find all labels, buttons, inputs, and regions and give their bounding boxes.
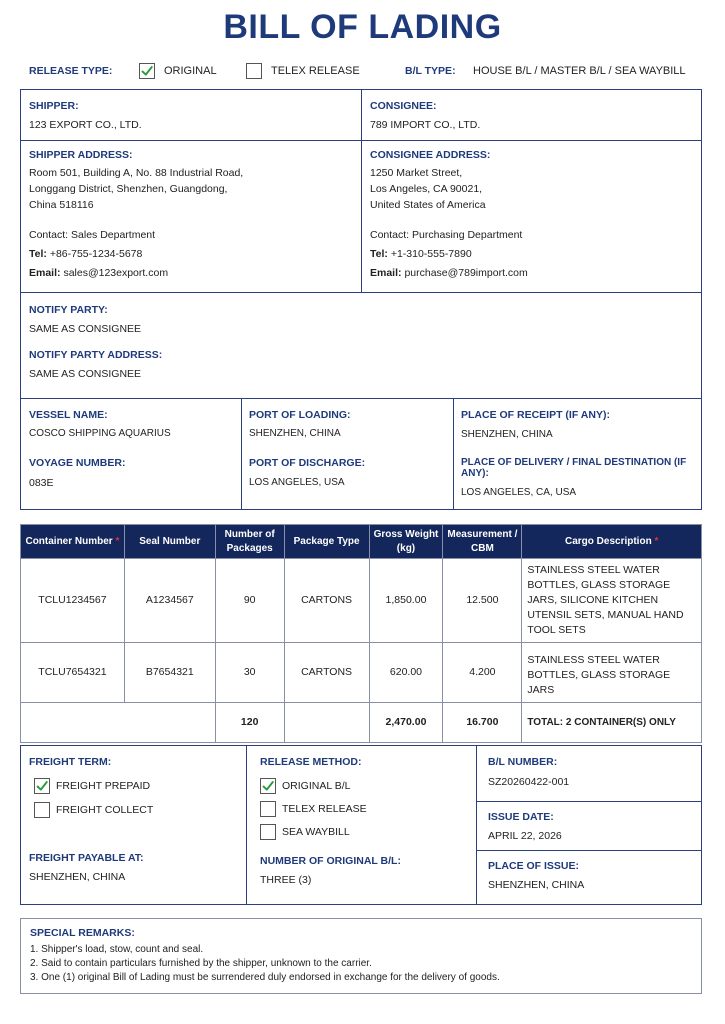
consignee-name: 789 IMPORT CO., LTD. [370, 119, 481, 131]
check-icon [140, 64, 154, 78]
table-row: TCLU7654321 B7654321 30 CARTONS 620.00 4.200 STAINLESS STEEL WATER BOTTLES, GLASS STORAGE JARS [21, 643, 702, 703]
remarks-list [30, 943, 695, 985]
total-text: TOTAL: 2 CONTAINER(S) ONLY [522, 703, 702, 743]
table-row: TCLU1234567 A1234567 90 CARTONS 1,850.00 12.500 STAINLESS STEEL WATER BOTTLES, GLASS STORAGE JARS, SILICONE KITCHEN UTENSIL SETS, MANUAL HAND TOOL SETS [21, 559, 702, 643]
telex-release-checkbox[interactable] [246, 63, 262, 79]
consignee-address: 1250 Market Street, Los Angeles, CA 90021, United States of America [370, 167, 486, 211]
place-of-issue-label: PLACE OF ISSUE: [488, 860, 580, 872]
voyage-number-label: VOYAGE NUMBER: [29, 457, 126, 469]
cargo-header-row [21, 525, 702, 559]
check-icon [261, 779, 275, 793]
bl-number-label: B/L NUMBER: [488, 756, 558, 768]
place-of-receipt: SHENZHEN, CHINA [461, 429, 553, 440]
consignee-address-label: CONSIGNEE ADDRESS: [370, 149, 491, 161]
bl-type-label: B/L TYPE: [405, 65, 456, 77]
col-package-type: Package Type [284, 525, 369, 559]
bl-number-value: SZ20260422-001 [488, 776, 570, 788]
col-seal-number: Seal Number [124, 525, 215, 559]
consignee-contact: Contact: Purchasing Department [370, 229, 523, 241]
total-weight: 2,470.00 [369, 703, 443, 743]
consignee-email: Email: purchase@789import.com [370, 267, 528, 279]
telex-release-option: TELEX RELEASE [260, 801, 470, 817]
notify-party-label: NOTIFY PARTY: [29, 304, 108, 316]
freight-payable-value: SHENZHEN, CHINA [29, 871, 126, 883]
notify-party-address-value: SAME AS CONSIGNEE [29, 368, 142, 380]
shipper-label: SHIPPER: [29, 100, 79, 112]
place-of-issue-value: SHENZHEN, CHINA [488, 879, 585, 891]
col-gross-weight: Gross Weight (kg) [369, 525, 443, 559]
freight-prepaid-checkbox[interactable] [34, 778, 50, 794]
col-cargo-description: Cargo Description * [522, 525, 702, 559]
col-measurement: Measurement / CBM [443, 525, 522, 559]
cargo-table [20, 524, 702, 743]
consignee-tel: Tel: +1-310-555-7890 [370, 248, 472, 260]
number-of-original-value: THREE (3) [260, 874, 312, 886]
place-of-delivery: LOS ANGELES, CA, USA [461, 487, 577, 498]
freight-collect-option: FREIGHT COLLECT [34, 802, 239, 818]
bl-type-value: HOUSE B/L / MASTER B/L / SEA WAYBILL [473, 65, 686, 77]
document-title: BILL OF LADING [223, 8, 502, 46]
terms-section [20, 745, 702, 905]
release-method-label: RELEASE METHOD: [260, 756, 362, 768]
shipper-name: 123 EXPORT CO., LTD. [29, 119, 142, 131]
port-of-discharge-label: PORT OF DISCHARGE: [249, 457, 366, 469]
shipper-email: Email: sales@123export.com [29, 267, 169, 279]
notify-section [20, 292, 702, 399]
shipper-contact: Contact: Sales Department [29, 229, 156, 241]
telex-release-label: TELEX RELEASE [271, 65, 360, 77]
notify-party-address-label: NOTIFY PARTY ADDRESS: [29, 349, 163, 361]
original-bl-checkbox[interactable] [260, 778, 276, 794]
consignee-label: CONSIGNEE: [370, 100, 437, 112]
total-row [21, 703, 702, 743]
original-label: ORIGINAL [164, 65, 217, 77]
port-of-discharge: LOS ANGELES, USA [249, 477, 345, 488]
freight-prepaid-option: FREIGHT PREPAID [34, 778, 239, 794]
voyage-number: 083E [29, 477, 54, 489]
total-packages: 120 [215, 703, 284, 743]
freight-term-label: FREIGHT TERM: [29, 756, 112, 768]
list-item: 3. One (1) original Bill of Lading must be surrendered duly endorsed in exchange for the delivery of goods. [30, 972, 500, 983]
freight-collect-checkbox[interactable] [34, 802, 50, 818]
original-bl-option: ORIGINAL B/L [260, 778, 470, 794]
port-of-loading-label: PORT OF LOADING: [249, 409, 351, 421]
telex-release-method-checkbox[interactable] [260, 801, 276, 817]
check-icon [35, 779, 49, 793]
shipper-address: Room 501, Building A, No. 88 Industrial Road, Longgang District, Shenzhen, Guangdong, China 518116 [29, 167, 244, 211]
special-remarks-label: SPECIAL REMARKS: [30, 927, 135, 939]
issue-date-value: APRIL 22, 2026 [488, 830, 562, 842]
shipper-tel: Tel: +86-755-1234-5678 [29, 248, 143, 260]
shipper-address-label: SHIPPER ADDRESS: [29, 149, 133, 161]
col-number-of-packages: Number of Packages [215, 525, 284, 559]
vessel-name: COSCO SHIPPING AQUARIUS [29, 428, 171, 439]
list-item: 2. Said to contain particulars furnished by the shipper, unknown to the carrier. [30, 958, 372, 969]
issue-date-label: ISSUE DATE: [488, 811, 554, 823]
voyage-section [20, 398, 702, 510]
remarks-section [20, 918, 702, 994]
place-of-delivery-label: PLACE OF DELIVERY / FINAL DESTINATION (IF ANY): [461, 457, 687, 479]
release-type-row [29, 60, 699, 82]
notify-party-value: SAME AS CONSIGNEE [29, 323, 142, 335]
release-type-label: RELEASE TYPE: [29, 65, 113, 77]
total-cbm: 16.700 [443, 703, 522, 743]
list-item: 1. Shipper's load, stow, count and seal. [30, 944, 204, 955]
freight-payable-label: FREIGHT PAYABLE AT: [29, 852, 144, 864]
port-of-loading: SHENZHEN, CHINA [249, 428, 341, 439]
place-of-receipt-label: PLACE OF RECEIPT (IF ANY): [461, 409, 610, 421]
vessel-name-label: VESSEL NAME: [29, 409, 108, 421]
sea-waybill-checkbox[interactable] [260, 824, 276, 840]
sea-waybill-option: SEA WAYBILL [260, 824, 470, 840]
parties-section [20, 89, 702, 293]
col-container-number: Container Number * [21, 525, 125, 559]
original-checkbox[interactable] [139, 63, 155, 79]
number-of-original-label: NUMBER OF ORIGINAL B/L: [260, 855, 401, 867]
